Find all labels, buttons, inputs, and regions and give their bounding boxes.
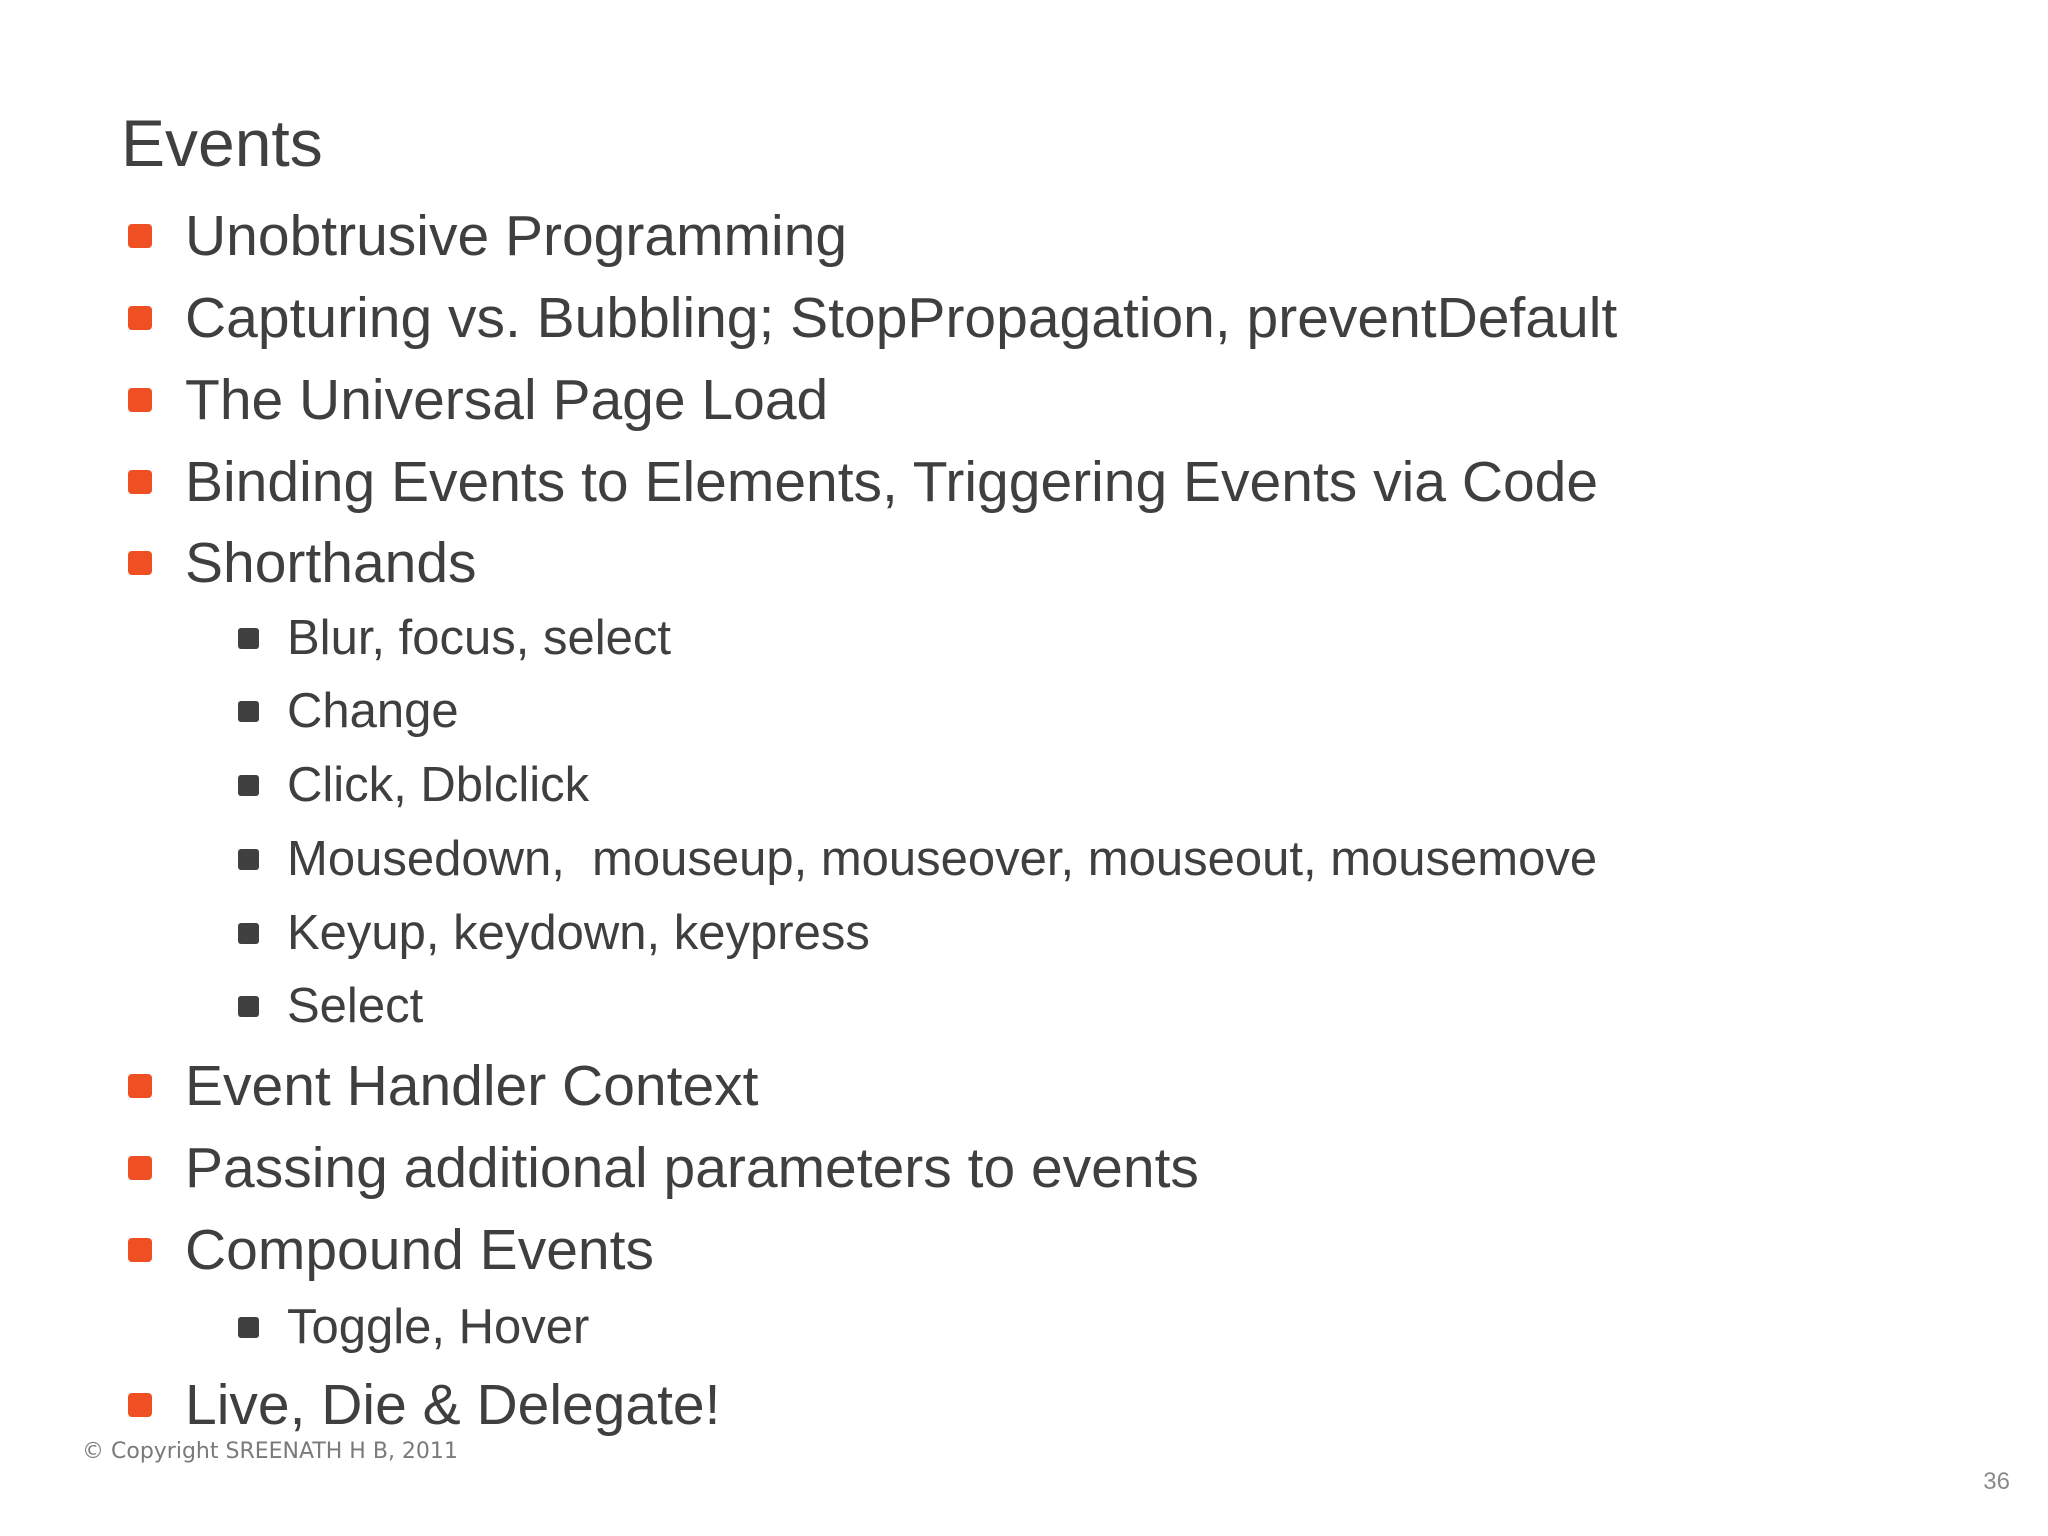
sub-bullet-text: Toggle, Hover [287,1300,590,1354]
sub-bullet-text: Blur, focus, select [287,611,672,665]
sub-bullet-text: Keyup, keydown, keypress [287,906,870,960]
bullet-text: Unobtrusive Programming [185,204,848,268]
bullet-marker-icon [128,1074,152,1098]
bullet-text: Passing additional parameters to events [185,1136,1199,1200]
sub-bullet-text: Mousedown, mouseup, mouseover, mouseout, mousemove [287,832,1598,886]
page-number: 36 [1983,1468,2010,1495]
bullet-text: The Universal Page Load [185,368,829,432]
bullet-marker-icon [128,1393,152,1417]
bullet-text: Event Handler Context [185,1054,759,1118]
bullet-marker-icon [128,224,152,248]
bullet-text: Compound Events [185,1218,654,1282]
slide-title: Events [121,106,323,180]
sub-bullet-marker-icon [238,849,259,870]
bullet-marker-icon [128,1238,152,1262]
bullet-marker-icon [128,551,152,575]
sub-bullet-marker-icon [238,996,259,1017]
bullet-text: Live, Die & Delegate! [185,1373,721,1437]
sub-bullet-text: Click, Dblclick [287,758,590,812]
sub-bullet-marker-icon [238,628,259,649]
sub-bullet-marker-icon [238,1317,259,1338]
sub-bullet-marker-icon [238,775,259,796]
copyright-notice: © Copyright SREENATH H B, 2011 [82,1439,458,1464]
sub-bullet-text: Select [287,979,424,1033]
bullet-marker-icon [128,388,152,412]
bullet-text: Binding Events to Elements, Triggering Events via Code [185,450,1599,514]
sub-bullet-marker-icon [238,701,259,722]
bullet-marker-icon [128,470,152,494]
bullet-marker-icon [128,1156,152,1180]
bullet-text: Capturing vs. Bubbling; StopPropagation, preventDefault [185,286,1618,350]
bullet-text: Shorthands [185,531,477,595]
sub-bullet-text: Change [287,684,459,738]
bullet-marker-icon [128,306,152,330]
sub-bullet-marker-icon [238,923,259,944]
